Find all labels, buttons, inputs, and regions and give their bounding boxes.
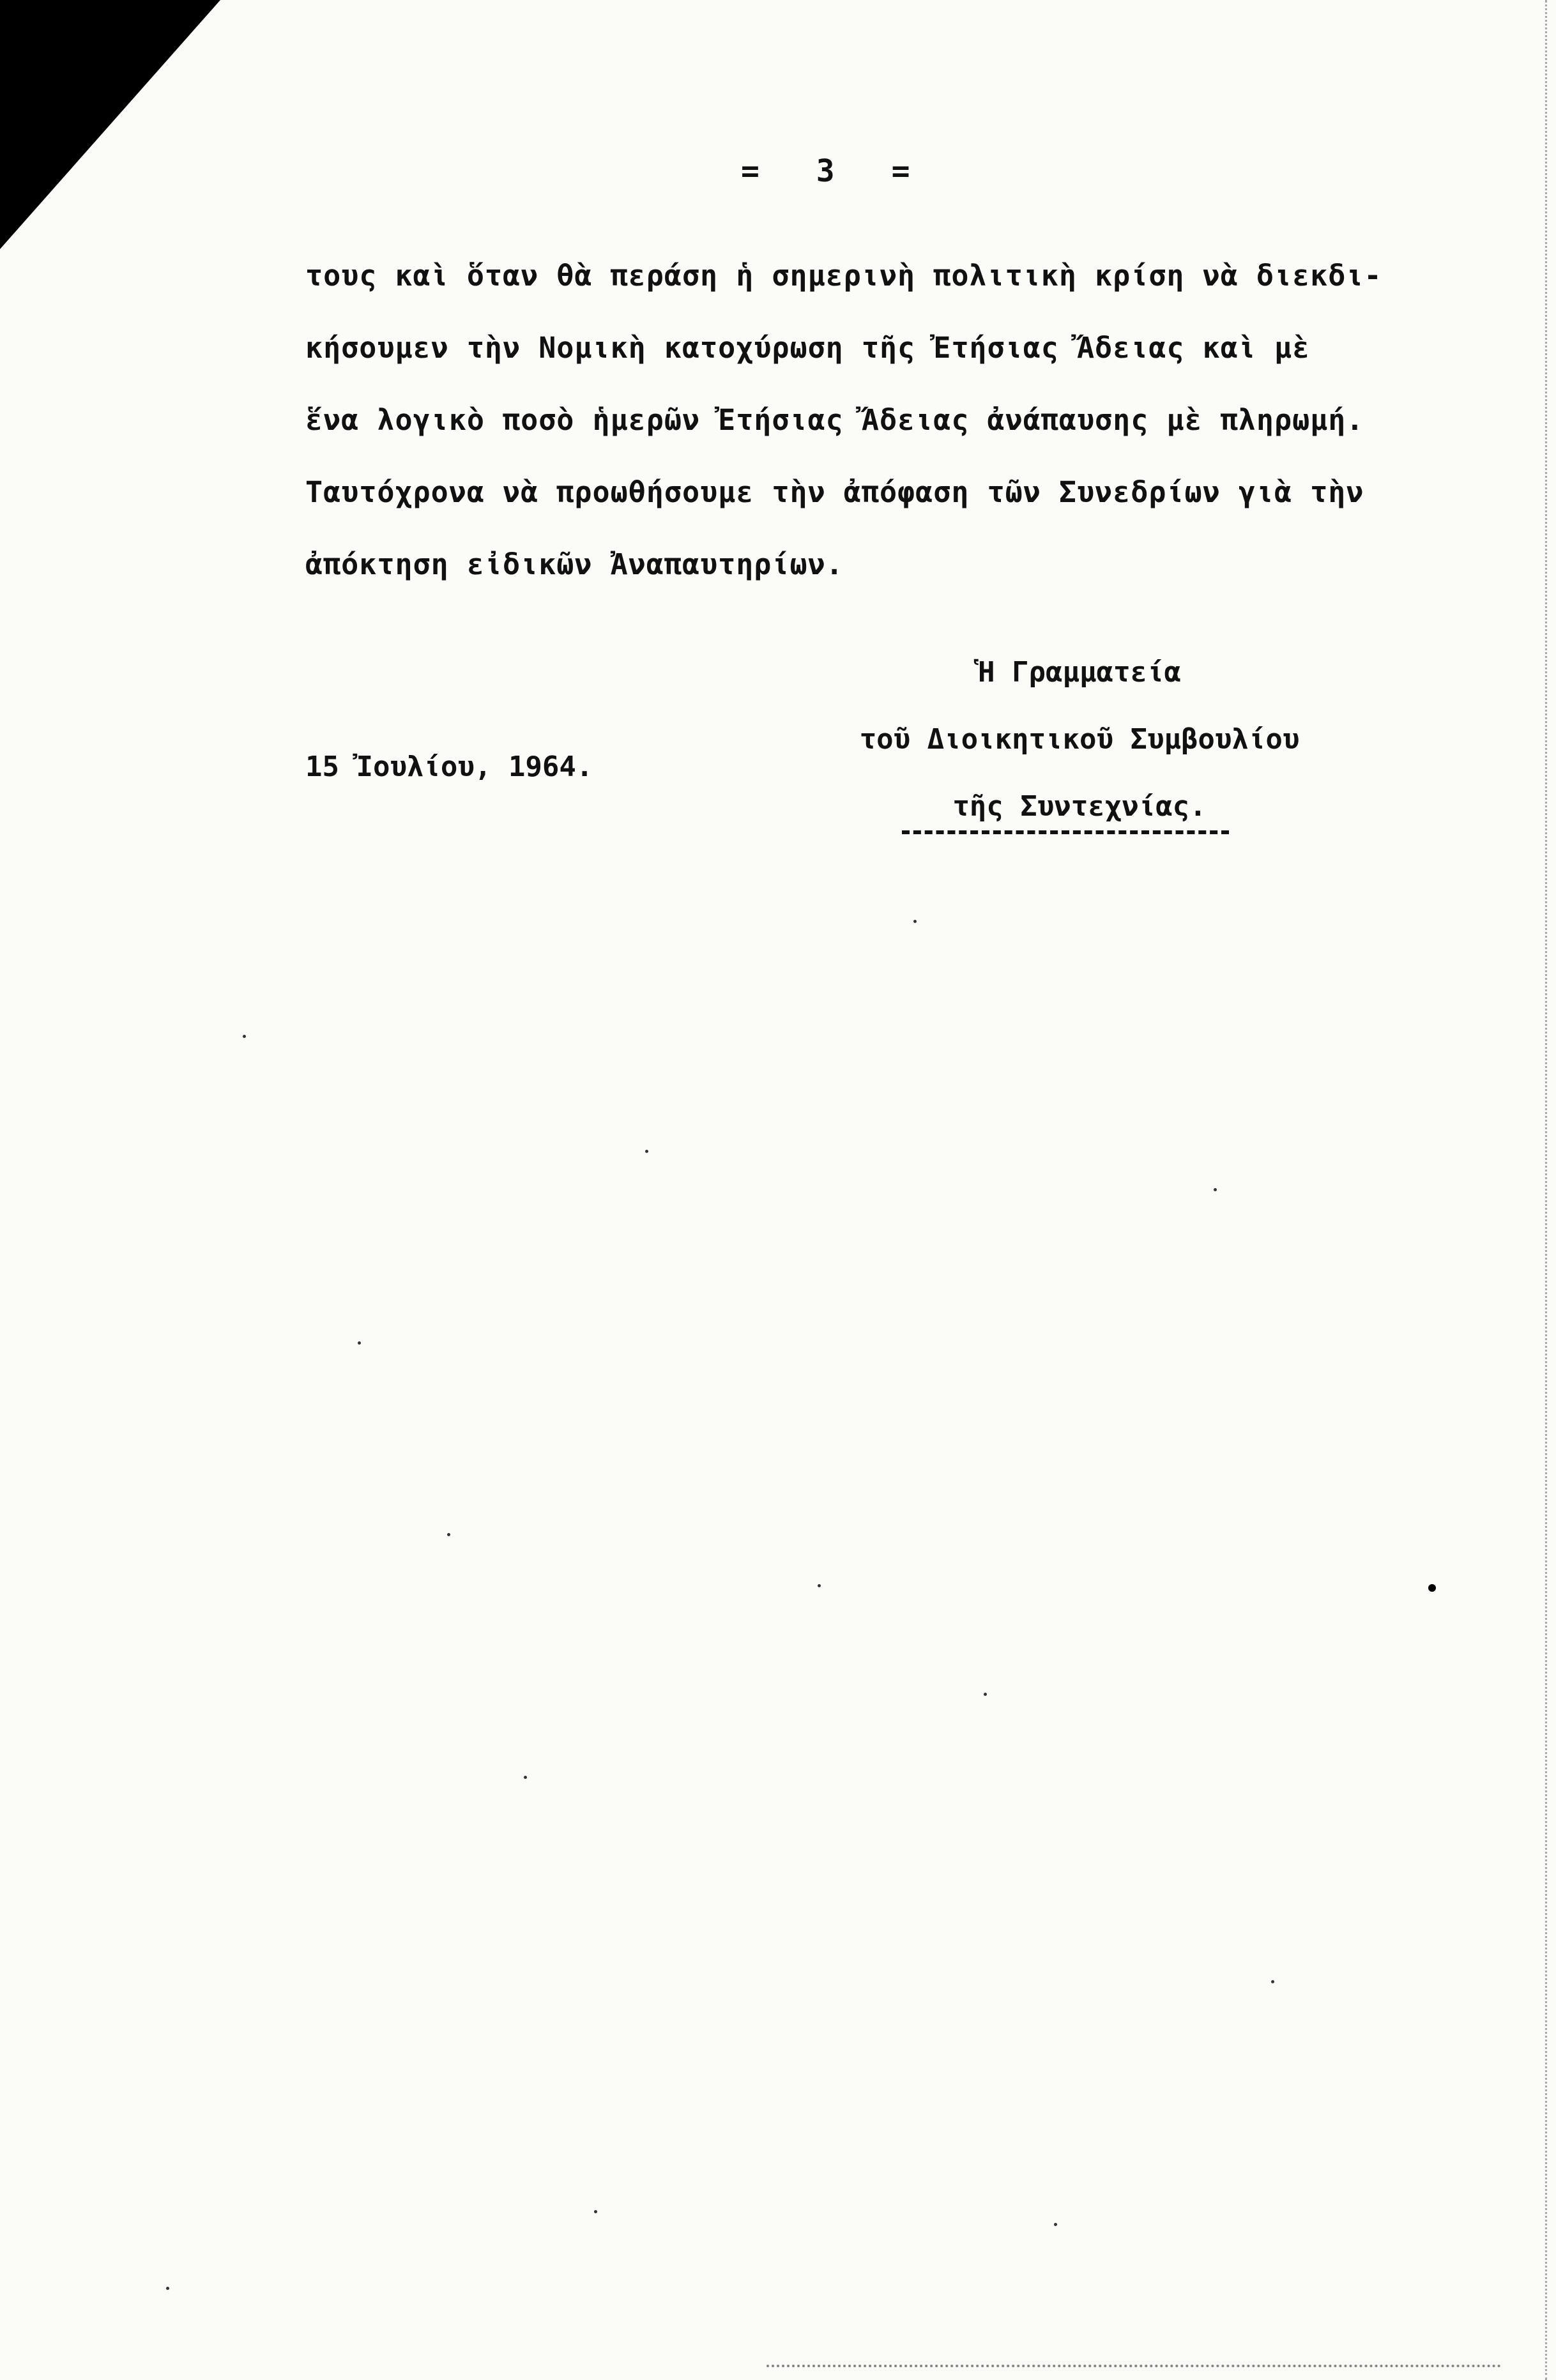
body-line-1: τους καὶ ὅταν θὰ περάση ἡ σημερινὴ πολιτικὴ κρίση νὰ διεκδι- [305,259,1382,293]
signature-line-1: Ἡ Γραμματεία [978,656,1181,689]
signature-underline [902,830,1229,834]
page-edge-marks [1545,0,1551,2380]
page-number: = 3 = [741,153,929,189]
document-date: 15 Ἰουλίου, 1964. [305,751,593,783]
body-paragraph [305,240,1481,600]
signature-line-2: τοῦ Διοικητικοῦ Συμβουλίου [859,723,1300,756]
body-line-3: ἕνα λογικὸ ποσὸ ἡμερῶν Ἐτήσιας Ἄδειας ἀνάπαυσης μὲ πληρωμή. [305,403,1364,437]
body-line-4: Ταυτόχρονα νὰ προωθήσουμε τὴν ἀπόφαση τῶν Συνεδρίων γιὰ τὴν [305,475,1364,509]
signature-block [792,639,1367,840]
page-corner-fold [0,0,220,249]
bottom-edge-marks [767,2365,1501,2367]
body-line-5: ἀπόκτηση εἰδικῶν Ἀναπαυτηρίων. [305,547,844,581]
body-line-2: κήσουμεν τὴν Νομικὴ κατοχύρωση τῆς Ἐτήσιας Ἄδειας καὶ μὲ [305,331,1311,365]
signature-line-3: τῆς Συντεχνίας. [952,790,1207,823]
